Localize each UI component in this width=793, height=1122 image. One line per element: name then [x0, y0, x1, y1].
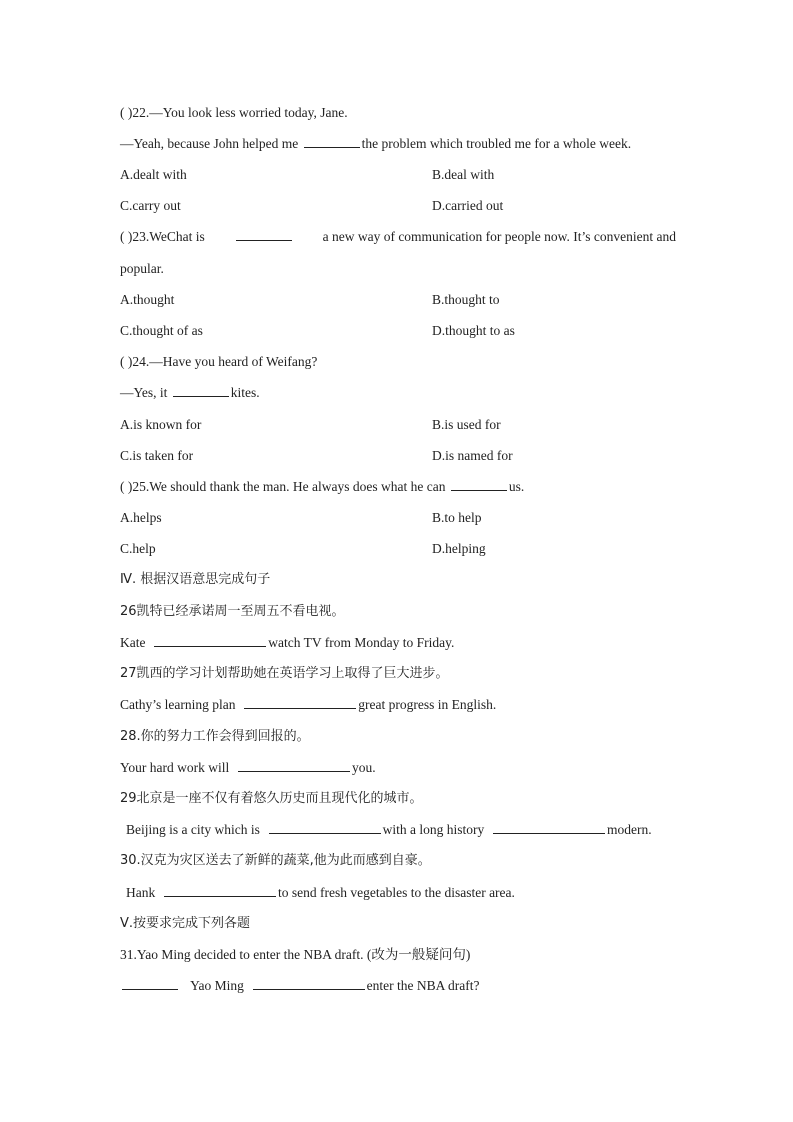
q23-option-a: A.thought: [120, 292, 175, 307]
q23-option-c: C.thought of as: [120, 323, 203, 338]
q29-chinese: 29北京是一座不仅有着悠久历史而且现代化的城市。: [120, 791, 423, 806]
q24-option-b: B.is used for: [432, 417, 501, 432]
answer-blank[interactable]: [451, 478, 507, 491]
q30-chinese: 30.汉克为灾区送去了新鲜的蔬菜,他为此而感到自豪。: [120, 853, 431, 868]
q25-stem: ( )25.We should thank the man. He always does what he can us.: [120, 479, 525, 494]
q22-option-d: D.carried out: [432, 198, 504, 213]
q31-stem: 31.Yao Ming decided to enter the NBA draft. (改为一般疑问句): [120, 947, 471, 962]
q22-stem: ( )22.—You look less worried today, Jane.: [120, 105, 348, 120]
answer-blank[interactable]: [173, 384, 229, 397]
q23-option-b: B.thought to: [432, 292, 500, 307]
q22-option-a: A.dealt with: [120, 167, 187, 182]
answer-blank[interactable]: [304, 135, 360, 148]
answer-blank[interactable]: [238, 759, 350, 772]
answer-blank[interactable]: [244, 696, 356, 709]
q25-option-c: C.help: [120, 541, 156, 556]
q22-option-b: B.deal with: [432, 167, 495, 182]
q23-continuation: popular.: [120, 261, 164, 276]
q24-option-c: C.is taken for: [120, 448, 194, 463]
q22-option-c: C.carry out: [120, 198, 181, 213]
section-5-title: Ⅴ.按要求完成下列各题: [120, 916, 251, 931]
q22-line2: —Yeah, because John helped me the problem which troubled me for a whole week.: [120, 136, 632, 151]
answer-blank[interactable]: [164, 884, 276, 897]
q30-english: Hank to send fresh vegetables to the disaster area.: [126, 885, 515, 900]
answer-blank[interactable]: [253, 977, 365, 990]
q28-chinese: 28.你的努力工作会得到回报的。: [120, 729, 310, 744]
answer-blank[interactable]: [154, 634, 266, 647]
section-4-title: Ⅳ. 根据汉语意思完成句子: [120, 572, 271, 587]
q24-line2: —Yes, it kites.: [120, 385, 260, 400]
q24-stem: ( )24.—Have you heard of Weifang?: [120, 354, 318, 369]
q23-stem: ( )23.WeChat is a new way of communication for people now. It’s convenient and: [120, 229, 676, 244]
q25-option-a: A.helps: [120, 510, 162, 525]
answer-blank[interactable]: [269, 821, 381, 834]
q26-english: Kate watch TV from Monday to Friday.: [120, 635, 455, 650]
q28-english: Your hard work will you.: [120, 760, 376, 775]
q24-option-d: D.is named for: [432, 448, 513, 463]
q25-option-b: B.to help: [432, 510, 482, 525]
answer-blank[interactable]: [493, 821, 605, 834]
answer-blank[interactable]: [122, 977, 178, 990]
q27-chinese: 27凯西的学习计划帮助她在英语学习上取得了巨大进步。: [120, 666, 449, 681]
answer-blank[interactable]: [236, 228, 292, 241]
q29-english: Beijing is a city which is with a long history modern.: [126, 822, 652, 837]
q23-option-d: D.thought to as: [432, 323, 515, 338]
q24-option-a: A.is known for: [120, 417, 202, 432]
q31-answer-line: Yao Ming enter the NBA draft?: [120, 977, 480, 995]
q27-english: Cathy’s learning plan great progress in English.: [120, 697, 497, 712]
q25-option-d: D.helping: [432, 541, 486, 556]
q26-chinese: 26凯特已经承诺周一至周五不看电视。: [120, 604, 345, 619]
